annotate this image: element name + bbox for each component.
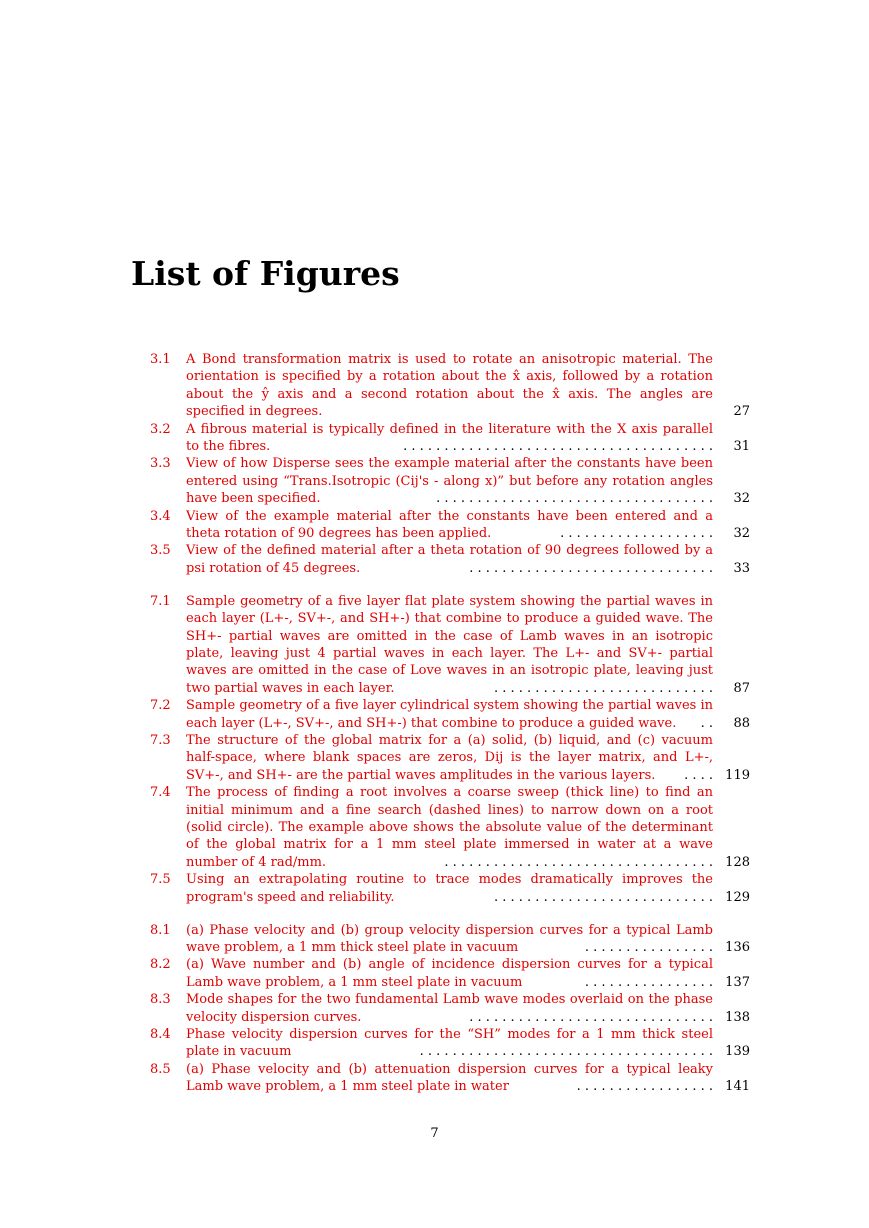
figure-caption-text[interactable]: View of how Disperse sees the example material after the constants have been entered using “Trans.Isotropic (Cij's - along x)” but before any rotation angles have been specified. — [186, 456, 713, 507]
figure-caption[interactable] — [186, 697, 713, 732]
dot-leader: . . . . . . . . . . . . . . . . . . . . . . . . . . . — [493, 680, 713, 696]
dot-leader: . . . . . . . . . . . . . . . . . . . . . . . . . . . — [493, 889, 713, 905]
figure-entry[interactable] — [150, 542, 750, 577]
figure-group — [150, 922, 750, 1096]
figure-page-number[interactable]: 88 — [733, 715, 750, 731]
figure-number[interactable]: 8.1 — [150, 922, 171, 938]
figure-caption-text[interactable]: Phase velocity dispersion curves for the “SH” modes for a 1 mm thick steel plate in vacuum — [186, 1027, 713, 1060]
figure-caption-text[interactable]: (a) Phase velocity and (b) group velocity dispersion curves for a typical Lamb wave problem, a 1 mm thick steel plate in vacuum — [186, 922, 713, 955]
figure-number[interactable]: 8.4 — [150, 1027, 171, 1043]
figure-caption[interactable] — [186, 421, 713, 456]
figure-entry[interactable] — [150, 455, 750, 507]
dot-leader: . . — [700, 715, 713, 731]
figure-number[interactable]: 7.1 — [150, 593, 171, 609]
dot-leader: . . . . . . . . . . . . . . . . . . . . . . . . . . . . . . . . . — [444, 854, 713, 870]
dot-leader: . . . . . . . . . . . . . . . . . . . . . . . . . . . . . . . . . . . . — [419, 1044, 713, 1060]
figure-entry[interactable] — [150, 697, 750, 732]
dot-leader: . . . . . . . . . . . . . . . . . . . . . . . . . . . . . . — [469, 1009, 713, 1025]
dot-leader: . . . . . . . . . . . . . . . . — [584, 974, 713, 990]
figure-number[interactable]: 7.2 — [150, 698, 171, 714]
figure-number[interactable]: 3.4 — [150, 508, 171, 524]
figure-caption[interactable] — [186, 991, 713, 1026]
figure-caption[interactable] — [186, 871, 713, 906]
figure-caption[interactable] — [186, 956, 713, 991]
figure-caption-text[interactable]: A fibrous material is typically defined in the literature with the X axis parallel to the fibres. — [186, 421, 713, 455]
figure-page-number[interactable]: 119 — [725, 767, 750, 783]
dot-leader: . . . . . . . . . . . . . . . . . . . — [560, 526, 713, 542]
figure-page-number[interactable]: 136 — [725, 940, 750, 955]
figure-page-number[interactable]: 128 — [725, 854, 750, 870]
figure-entry[interactable] — [150, 871, 750, 906]
figure-caption-text[interactable]: Mode shapes for the two fundamental Lamb wave modes overlaid on the phase velocity dispersion curves. — [186, 992, 713, 1025]
figure-caption-text[interactable]: The structure of the global matrix for a (a) solid, (b) liquid, and (c) vacuum half-space, where blank spaces are zeros, Dij is the layer matrix, and L+-, SV+-, and SH+- are the partial waves amplitudes in the various layers. — [186, 733, 713, 783]
figure-page-number[interactable]: 129 — [725, 889, 750, 905]
figure-page-number[interactable]: 31 — [733, 439, 750, 455]
figure-entry[interactable] — [150, 956, 750, 991]
list-of-figures — [150, 351, 750, 1096]
page-title: List of Figures — [131, 254, 400, 293]
figure-caption[interactable] — [186, 542, 713, 577]
figure-page-number[interactable]: 141 — [725, 1079, 750, 1095]
figure-caption-text[interactable]: Sample geometry of a five layer cylindrical system showing the partial waves in each layer (L+-, SV+-, and SH+-) that combine to produce a guided wave. — [186, 698, 713, 731]
figure-caption[interactable] — [186, 1026, 713, 1061]
dot-leader: . . . . . . . . . . . . . . . . . . . . . . . . . . . . . . — [469, 560, 713, 576]
figure-number[interactable]: 7.3 — [150, 733, 171, 749]
figure-caption-text[interactable]: (a) Phase velocity and (b) attenuation dispersion curves for a typical leaky Lamb wave problem, a 1 mm steel plate in water — [186, 1061, 713, 1095]
dot-leader: . . . . . . . . . . . . . . . . . . . . . . . . . . . . . . . . . . — [436, 491, 713, 507]
figure-number[interactable]: 7.5 — [150, 872, 171, 888]
figure-page-number[interactable]: 32 — [733, 491, 750, 507]
dot-leader: . . . . . . . . . . . . . . . . . — [576, 1079, 713, 1095]
figure-entry[interactable] — [150, 508, 750, 543]
figure-entry[interactable] — [150, 922, 750, 957]
figure-entry[interactable] — [150, 784, 750, 871]
figure-number[interactable]: 8.3 — [150, 992, 171, 1008]
figure-caption[interactable] — [186, 784, 713, 871]
figure-number[interactable]: 8.5 — [150, 1061, 171, 1077]
dot-leader: . . . . — [684, 767, 713, 783]
figure-page-number[interactable]: 87 — [733, 680, 750, 696]
figure-caption[interactable] — [186, 508, 713, 543]
figure-number[interactable]: 3.2 — [150, 421, 171, 437]
figure-caption-text[interactable]: A Bond transformation matrix is used to rotate an anisotropic material. The orientation is specified by a rotation about the x̂ axis, followed by a rotation about the ŷ axis and a second rotation about the x̂ axis. The angles are specified in degrees. — [186, 352, 713, 420]
figure-caption-text[interactable]: View of the example material after the constants have been entered and a theta rotation of 90 degrees has been applied. — [186, 508, 713, 542]
figure-caption-text[interactable]: The process of finding a root involves a coarse sweep (thick line) to find an initial minimum and a fine search (dashed lines) to narrow down on a root (solid circle). The example above shows the absolute value of the determinant of the global matrix for a 1 mm steel plate immersed in water at a wave number of 4 rad/mm. — [186, 785, 713, 870]
figure-group — [150, 351, 750, 577]
figure-caption[interactable] — [186, 455, 713, 507]
figure-page-number[interactable]: 27 — [733, 404, 750, 420]
figure-entry[interactable] — [150, 593, 750, 697]
figure-entry[interactable] — [150, 991, 750, 1026]
figure-caption[interactable] — [186, 922, 713, 957]
figure-caption[interactable] — [186, 1061, 713, 1096]
figure-entry[interactable] — [150, 351, 750, 421]
figure-number[interactable]: 8.2 — [150, 957, 171, 973]
figure-caption-text[interactable]: View of the defined material after a theta rotation of 90 degrees followed by a psi rotation of 45 degrees. — [186, 543, 713, 576]
figure-caption-text[interactable]: Sample geometry of a five layer flat plate system showing the partial waves in each layer (L+-, SV+-, and SH+-) that combine to produce a guided wave. The SH+- partial waves are omitted in the case of Lamb waves in an isotropic plate, leaving just 4 partial waves in each layer. The L+- and SV+- partial waves are omitted in the case of Love waves in an isotropic plate, leaving just two partial waves in each layer. — [186, 593, 713, 696]
figure-caption[interactable] — [186, 351, 713, 421]
figure-page-number[interactable]: 137 — [725, 974, 750, 990]
figure-group — [150, 593, 750, 906]
figure-caption[interactable] — [186, 593, 713, 697]
figure-page-number[interactable]: 139 — [725, 1044, 750, 1060]
figure-entry[interactable] — [150, 1061, 750, 1096]
figure-entry[interactable] — [150, 1026, 750, 1061]
page-number: 7 — [430, 1126, 439, 1141]
figure-caption[interactable] — [186, 732, 713, 784]
figure-entry[interactable] — [150, 421, 750, 456]
dot-leader: . . . . . . . . . . . . . . . . . . . . . . . . . . . . . . . . . . . . . . — [403, 439, 713, 455]
figure-number[interactable]: 3.3 — [150, 456, 171, 472]
figure-page-number[interactable]: 138 — [725, 1009, 750, 1025]
figure-caption-text[interactable]: (a) Wave number and (b) angle of incidence dispersion curves for a typical Lamb wave problem, a 1 mm steel plate in vacuum — [186, 957, 713, 990]
figure-caption-text[interactable]: Using an extrapolating routine to trace modes dramatically improves the program's speed and reliability. — [186, 872, 713, 905]
figure-entry[interactable] — [150, 732, 750, 784]
figure-page-number[interactable]: 32 — [733, 526, 750, 542]
figure-page-number[interactable]: 33 — [733, 560, 750, 576]
figure-number[interactable]: 3.5 — [150, 543, 171, 559]
figure-number[interactable]: 3.1 — [150, 352, 171, 367]
dot-leader: . . . . . . . . . . . . . . . . — [584, 940, 713, 956]
figure-number[interactable]: 7.4 — [150, 785, 171, 801]
